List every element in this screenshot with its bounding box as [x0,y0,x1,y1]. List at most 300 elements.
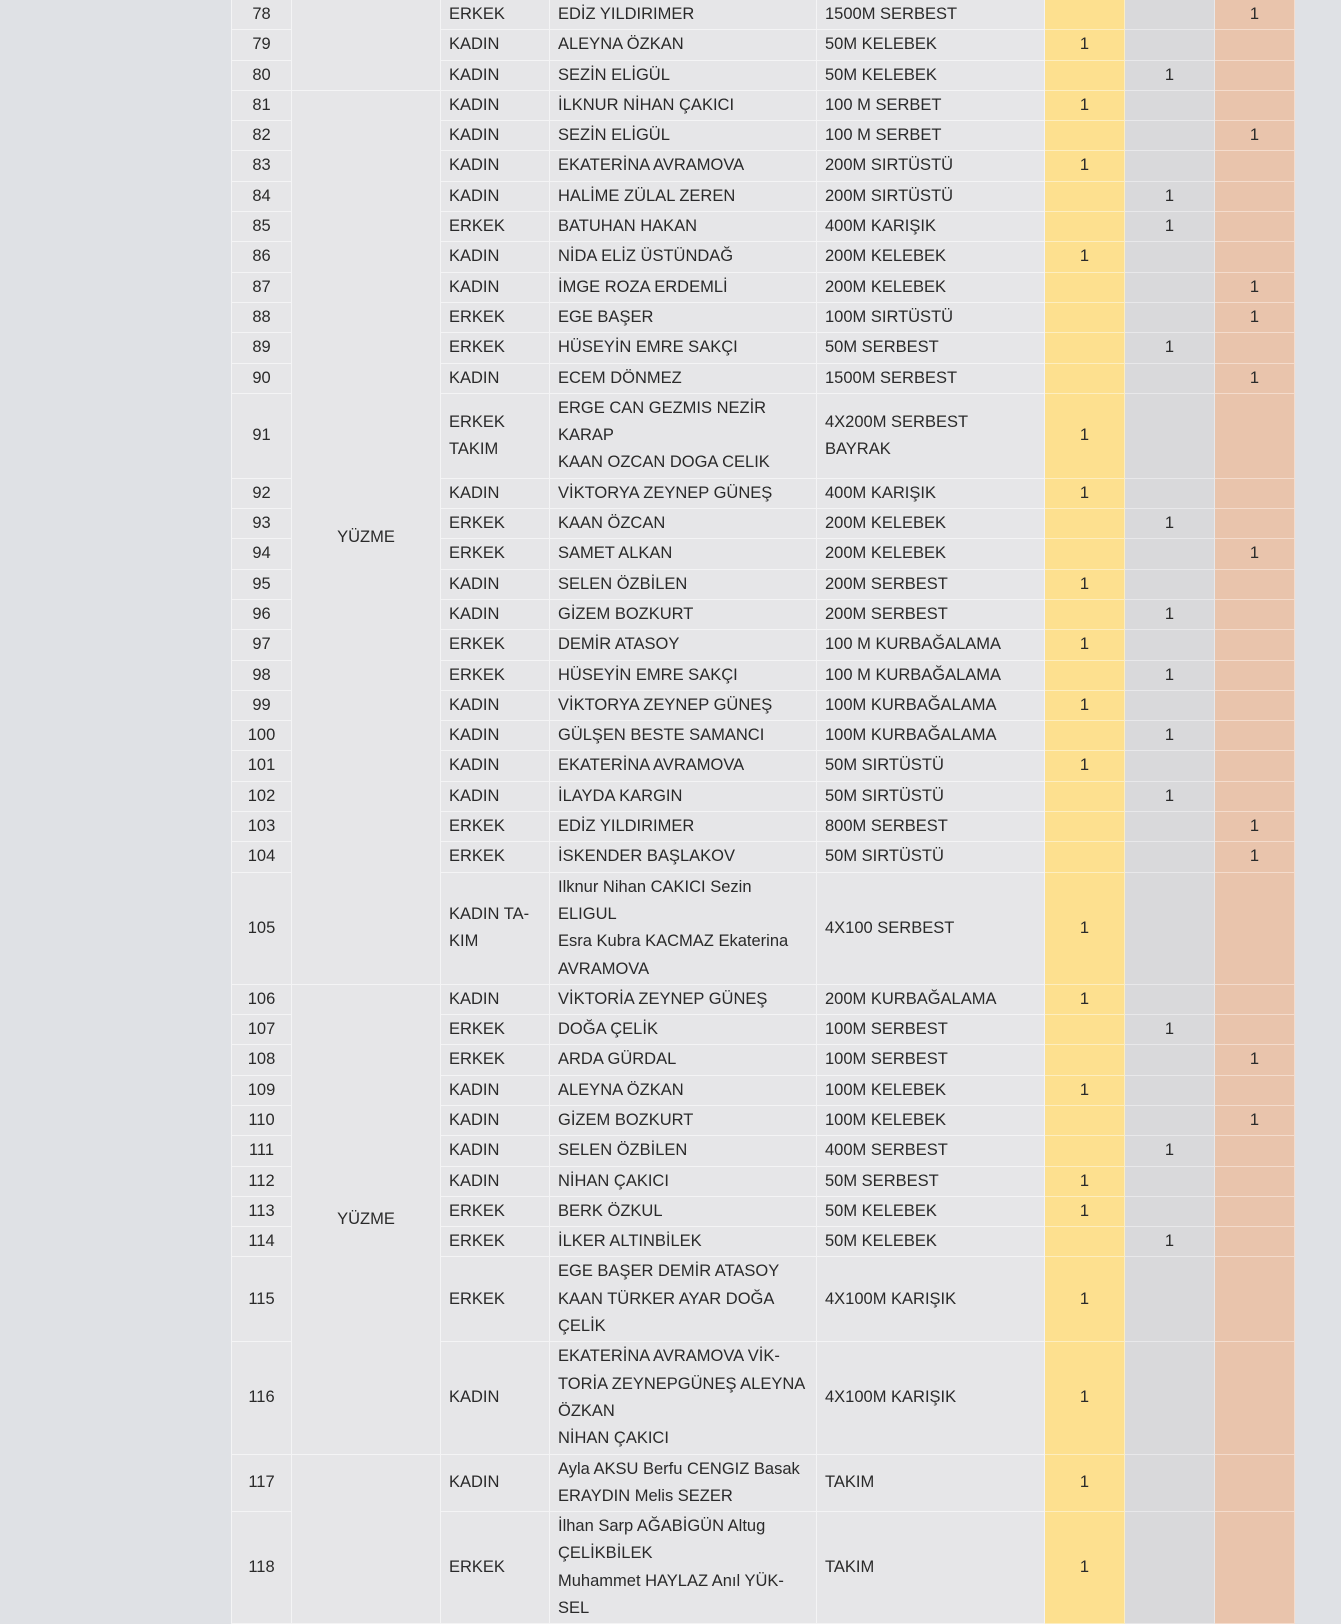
bronze-medal-cell: 1 [1215,842,1295,872]
bronze-medal-cell [1215,1196,1295,1226]
silver-medal-cell [1125,1045,1215,1075]
gender-line: ERKEK [449,412,505,431]
gold-medal-cell: 1 [1045,1454,1125,1512]
athlete-line: SEZİN ELİGÜL [558,126,670,145]
athlete-line: VİKTORYA ZEYNEP GÜNEŞ [558,695,773,714]
bronze-medal-cell: 1 [1215,1045,1295,1075]
athlete-line: Ayla AKSU Berfu CENGIZ Basak [558,1459,800,1478]
athlete-cell [550,333,817,363]
event-cell: 50M SIRTÜSTÜ [817,842,1045,872]
athlete-cell [550,272,817,302]
medal-table-container [231,0,1294,1624]
gender-cell [441,1257,550,1342]
athlete-cell [550,30,817,60]
athlete-line: SELEN ÖZBİLEN [558,1141,688,1160]
athlete-line: ARDA GÜRDAL [558,1050,677,1069]
athlete-line: NİHAN ÇAKICI [558,1171,669,1190]
silver-medal-cell [1125,363,1215,393]
event-cell: 200M SIRTÜSTÜ [817,181,1045,211]
gender-line: ERKEK [449,307,505,326]
gender-cell [441,660,550,690]
row-number-cell: 91 [232,393,292,478]
silver-medal-cell [1125,302,1215,332]
event-cell: 4X100 SERBEST [817,872,1045,984]
gender-cell [441,1166,550,1196]
gender-line: ERKEK [449,1289,505,1308]
athlete-line: HÜSEYİN EMRE SAKÇI [558,338,738,357]
gender-line: KADIN [449,1141,500,1160]
event-cell: 200M SIRTÜSTÜ [817,151,1045,181]
gender-line: KADIN [449,1110,500,1129]
bronze-medal-cell: 1 [1215,302,1295,332]
gold-medal-cell [1045,0,1125,30]
gender-line: ERKEK [449,1201,505,1220]
gold-medal-cell: 1 [1045,1257,1125,1342]
sport-cell: YÜZME [292,984,441,1454]
athlete-line: KAAN TÜRKER AYAR DOĞA [558,1289,775,1308]
event-cell: 1500M SERBEST [817,363,1045,393]
gender-line: TAKIM [449,439,499,458]
gender-line: KADIN [449,604,500,623]
bronze-medal-cell [1215,660,1295,690]
event-cell: 400M KARIŞIK [817,478,1045,508]
gender-cell [441,60,550,90]
silver-medal-cell [1125,1454,1215,1512]
athlete-line: EDİZ YILDIRIMER [558,5,695,23]
event-cell: 50M SERBEST [817,333,1045,363]
bronze-medal-cell [1215,781,1295,811]
table-row [232,90,1295,120]
silver-medal-cell [1125,1166,1215,1196]
event-cell: 100M KURBAĞALAMA [817,690,1045,720]
gender-cell [441,1045,550,1075]
gender-cell [441,781,550,811]
row-number-cell: 85 [232,212,292,242]
row-number-cell: 93 [232,509,292,539]
gender-cell [441,1227,550,1257]
event-cell: 200M KELEBEK [817,539,1045,569]
gender-cell [441,599,550,629]
athlete-line: ÇELİKBİLEK [558,1544,653,1563]
gold-medal-cell [1045,1015,1125,1045]
gender-cell [441,212,550,242]
row-number-cell: 108 [232,1045,292,1075]
silver-medal-cell [1125,0,1215,30]
gender-cell [441,151,550,181]
row-number-cell: 118 [232,1512,292,1624]
bronze-medal-cell [1215,181,1295,211]
gold-medal-cell [1045,302,1125,332]
gender-line: KADIN [449,95,500,114]
sport-cell [292,1454,441,1624]
athlete-line: ÖZKAN [558,1401,615,1420]
event-cell: 50M KELEBEK [817,1227,1045,1257]
event-cell: 100 M SERBET [817,90,1045,120]
event-cell: 200M KELEBEK [817,242,1045,272]
silver-medal-cell: 1 [1125,509,1215,539]
athlete-line: İLKER ALTINBİLEK [558,1232,702,1251]
silver-medal-cell: 1 [1125,60,1215,90]
athlete-cell [550,212,817,242]
table-row [232,0,1295,30]
silver-medal-cell [1125,1257,1215,1342]
athlete-cell [550,1257,817,1342]
athlete-line: NİHAN ÇAKICI [558,1429,669,1448]
silver-medal-cell: 1 [1125,1015,1215,1045]
gold-medal-cell [1045,842,1125,872]
athlete-line: EKATERİNA AVRAMOVA [558,156,745,175]
athlete-cell [550,569,817,599]
gold-medal-cell: 1 [1045,690,1125,720]
silver-medal-cell: 1 [1125,212,1215,242]
bronze-medal-cell [1215,60,1295,90]
gold-medal-cell [1045,599,1125,629]
athlete-cell [550,1454,817,1512]
athlete-cell [550,1512,817,1624]
gender-cell [441,1512,550,1624]
gender-cell [441,302,550,332]
event-cell: 200M SERBEST [817,569,1045,599]
bronze-medal-cell [1215,984,1295,1014]
row-number-cell: 88 [232,302,292,332]
gender-line: KADIN [449,1473,500,1492]
athlete-cell [550,812,817,842]
gender-line: KADIN [449,786,500,805]
row-number-cell: 92 [232,478,292,508]
row-number-cell: 95 [232,569,292,599]
bronze-medal-cell [1215,1454,1295,1512]
gender-line: ERKEK [449,217,505,236]
gold-medal-cell: 1 [1045,1196,1125,1226]
silver-medal-cell [1125,121,1215,151]
sport-cell: YÜZME [292,90,441,984]
gender-line: ERKEK [449,1020,505,1039]
event-cell: 400M KARIŞIK [817,212,1045,242]
silver-medal-cell [1125,690,1215,720]
bronze-medal-cell [1215,212,1295,242]
athlete-line: VİKTORİA ZEYNEP GÜNEŞ [558,989,768,1008]
gender-line: KADIN [449,35,500,54]
event-cell: 50M SERBEST [817,1166,1045,1196]
silver-medal-cell [1125,151,1215,181]
row-number-cell: 96 [232,599,292,629]
silver-medal-cell [1125,393,1215,478]
gender-line: ERKEK [449,1558,505,1577]
gender-cell [441,363,550,393]
event-cell: 4X100M KARIŞIK [817,1257,1045,1342]
athlete-cell [550,1045,817,1075]
gender-cell [441,509,550,539]
gender-line: ERKEK [449,514,505,533]
bronze-medal-cell: 1 [1215,539,1295,569]
silver-medal-cell [1125,569,1215,599]
bronze-medal-cell [1215,1342,1295,1454]
row-number-cell: 113 [232,1196,292,1226]
row-number-cell: 80 [232,60,292,90]
row-number-cell: 78 [232,0,292,30]
gender-line: KADIN [449,156,500,175]
gold-medal-cell: 1 [1045,151,1125,181]
athlete-line: KAAN ÖZCAN [558,514,666,533]
gold-medal-cell [1045,509,1125,539]
athlete-line: KAAN OZCAN DOGA CELIK [558,453,770,472]
gold-medal-cell: 1 [1045,1075,1125,1105]
bronze-medal-cell [1215,751,1295,781]
bronze-medal-cell [1215,151,1295,181]
athlete-line: İLAYDA KARGIN [558,786,683,805]
event-cell: 50M KELEBEK [817,30,1045,60]
bronze-medal-cell: 1 [1215,812,1295,842]
gold-medal-cell: 1 [1045,1512,1125,1624]
gender-line: KADIN [449,695,500,714]
athlete-line: İLKNUR NİHAN ÇAKICI [558,95,735,114]
athlete-line: DOĞA ÇELİK [558,1020,658,1039]
athlete-cell [550,1075,817,1105]
bronze-medal-cell: 1 [1215,121,1295,151]
silver-medal-cell [1125,539,1215,569]
athlete-cell [550,393,817,478]
gender-cell [441,1105,550,1135]
gold-medal-cell [1045,721,1125,751]
gender-cell [441,539,550,569]
row-number-cell: 117 [232,1454,292,1512]
row-number-cell: 101 [232,751,292,781]
row-number-cell: 103 [232,812,292,842]
row-number-cell: 104 [232,842,292,872]
event-cell: 200M KURBAĞALAMA [817,984,1045,1014]
silver-medal-cell: 1 [1125,1136,1215,1166]
gold-medal-cell [1045,539,1125,569]
row-number-cell: 102 [232,781,292,811]
silver-medal-cell: 1 [1125,721,1215,751]
row-number-cell: 84 [232,181,292,211]
row-number-cell: 99 [232,690,292,720]
event-cell: 100 M SERBET [817,121,1045,151]
row-number-cell: 79 [232,30,292,60]
event-cell: TAKIM [817,1454,1045,1512]
athlete-line: EGE BAŞER DEMİR ATASOY [558,1262,780,1281]
event-cell: TAKIM [817,1512,1045,1624]
silver-medal-cell: 1 [1125,181,1215,211]
gender-line: KADIN [449,726,500,745]
bronze-medal-cell [1215,333,1295,363]
athlete-line: Esra Kubra KACMAZ Ekaterina [558,932,789,951]
bronze-medal-cell [1215,393,1295,478]
athlete-line: NİDA ELİZ ÜSTÜNDAĞ [558,247,734,266]
bronze-medal-cell [1215,1166,1295,1196]
athlete-line: ERAYDIN Melis SEZER [558,1486,733,1505]
athlete-line: HALİME ZÜLAL ZEREN [558,186,736,205]
athlete-cell [550,509,817,539]
event-cell: 50M KELEBEK [817,1196,1045,1226]
gender-cell [441,721,550,751]
silver-medal-cell [1125,630,1215,660]
bronze-medal-cell [1215,1015,1295,1045]
athlete-line: ÇELİK [558,1317,606,1336]
athlete-cell [550,363,817,393]
row-number-cell: 97 [232,630,292,660]
gold-medal-cell: 1 [1045,393,1125,478]
athlete-line: EKATERİNA AVRAMOVA [558,756,745,775]
gold-medal-cell [1045,121,1125,151]
athlete-cell [550,984,817,1014]
gold-medal-cell [1045,1105,1125,1135]
bronze-medal-cell [1215,599,1295,629]
gender-line: KADIN [449,574,500,593]
silver-medal-cell [1125,272,1215,302]
bronze-medal-cell: 1 [1215,0,1295,30]
bronze-medal-cell [1215,1512,1295,1624]
gender-cell [441,1075,550,1105]
athlete-line: VİKTORYA ZEYNEP GÜNEŞ [558,483,773,502]
gold-medal-cell [1045,660,1125,690]
gender-cell [441,242,550,272]
gender-line: KADIN [449,186,500,205]
gender-line: ERKEK [449,817,505,836]
row-number-cell: 83 [232,151,292,181]
athlete-line: AVRAMOVA [558,959,650,978]
event-cell: 100M KELEBEK [817,1105,1045,1135]
athlete-line: ERGE CAN GEZMIS NEZİR KARAP [558,398,767,445]
silver-medal-cell: 1 [1125,599,1215,629]
athlete-cell [550,121,817,151]
gender-cell [441,1015,550,1045]
gold-medal-cell [1045,1136,1125,1166]
gender-line: KIM [449,932,479,951]
gender-cell [441,0,550,30]
silver-medal-cell [1125,1105,1215,1135]
row-number-cell: 110 [232,1105,292,1135]
row-number-cell: 111 [232,1136,292,1166]
gender-line: KADIN [449,1080,500,1099]
event-cell: 800M SERBEST [817,812,1045,842]
silver-medal-cell [1125,1196,1215,1226]
athlete-line: EDİZ YILDIRIMER [558,817,695,836]
medal-table [231,0,1295,1624]
row-number-cell: 100 [232,721,292,751]
event-cell: 400M SERBEST [817,1136,1045,1166]
bronze-medal-cell [1215,1136,1295,1166]
athlete-line: İSKENDER BAŞLAKOV [558,847,735,866]
athlete-line: HÜSEYİN EMRE SAKÇI [558,665,738,684]
athlete-line: SAMET ALKAN [558,544,673,563]
gender-cell [441,90,550,120]
athlete-line: BERK ÖZKUL [558,1201,663,1220]
event-cell: 50M SIRTÜSTÜ [817,781,1045,811]
athlete-line: SEL [558,1599,590,1618]
gold-medal-cell: 1 [1045,30,1125,60]
athlete-cell [550,1015,817,1045]
row-number-cell: 86 [232,242,292,272]
row-number-cell: 82 [232,121,292,151]
gender-cell [441,751,550,781]
gold-medal-cell: 1 [1045,1166,1125,1196]
gold-medal-cell: 1 [1045,984,1125,1014]
row-number-cell: 90 [232,363,292,393]
event-cell: 1500M SERBEST [817,0,1045,30]
bronze-medal-cell [1215,478,1295,508]
gender-cell [441,812,550,842]
gender-cell [441,478,550,508]
silver-medal-cell [1125,242,1215,272]
bronze-medal-cell: 1 [1215,363,1295,393]
bronze-medal-cell [1215,872,1295,984]
row-number-cell: 94 [232,539,292,569]
gold-medal-cell [1045,812,1125,842]
gender-line: KADIN [449,368,500,387]
gender-cell [441,333,550,363]
gender-line: ERKEK [449,338,505,357]
gender-line: ERKEK [449,1232,505,1251]
athlete-cell [550,478,817,508]
gender-cell [441,181,550,211]
athlete-cell [550,1227,817,1257]
silver-medal-cell [1125,90,1215,120]
athlete-line: DEMİR ATASOY [558,635,680,654]
bronze-medal-cell [1215,30,1295,60]
silver-medal-cell: 1 [1125,660,1215,690]
event-cell: 200M KELEBEK [817,272,1045,302]
gender-line: KADIN [449,756,500,775]
athlete-cell [550,151,817,181]
gender-line: KADIN [449,247,500,266]
silver-medal-cell [1125,812,1215,842]
bronze-medal-cell [1215,690,1295,720]
gold-medal-cell: 1 [1045,90,1125,120]
event-cell: 50M KELEBEK [817,60,1045,90]
athlete-cell [550,599,817,629]
athlete-line: ALEYNA ÖZKAN [558,35,684,54]
gender-line: ERKEK [449,847,505,866]
gender-line: ERKEK [449,544,505,563]
gold-medal-cell [1045,272,1125,302]
athlete-cell [550,0,817,30]
gold-medal-cell [1045,781,1125,811]
athlete-cell [550,751,817,781]
bronze-medal-cell [1215,90,1295,120]
athlete-line: SEZİN ELİGÜL [558,65,670,84]
bronze-medal-cell [1215,630,1295,660]
event-cell: 4X100M KARIŞIK [817,1342,1045,1454]
athlete-cell [550,690,817,720]
row-number-cell: 81 [232,90,292,120]
event-cell: 100 M KURBAĞALAMA [817,630,1045,660]
athlete-cell [550,539,817,569]
gender-cell [441,272,550,302]
row-number-cell: 87 [232,272,292,302]
silver-medal-cell: 1 [1125,1227,1215,1257]
athlete-line: İlhan Sarp AĞABİGÜN Altug [558,1517,766,1536]
silver-medal-cell [1125,984,1215,1014]
silver-medal-cell [1125,1075,1215,1105]
athlete-line: EGE BAŞER [558,307,654,326]
gender-cell [441,1454,550,1512]
athlete-cell [550,1136,817,1166]
silver-medal-cell: 1 [1125,333,1215,363]
gold-medal-cell [1045,1045,1125,1075]
row-number-cell: 98 [232,660,292,690]
bronze-medal-cell [1215,721,1295,751]
event-cell: 200M SERBEST [817,599,1045,629]
gold-medal-cell [1045,60,1125,90]
athlete-cell [550,1105,817,1135]
row-number-cell: 89 [232,333,292,363]
gender-line: KADIN [449,65,500,84]
row-number-cell: 116 [232,1342,292,1454]
bronze-medal-cell [1215,1075,1295,1105]
athlete-line: EKATERİNA AVRAMOVA VİK- [558,1347,780,1366]
sport-cell [292,0,441,90]
